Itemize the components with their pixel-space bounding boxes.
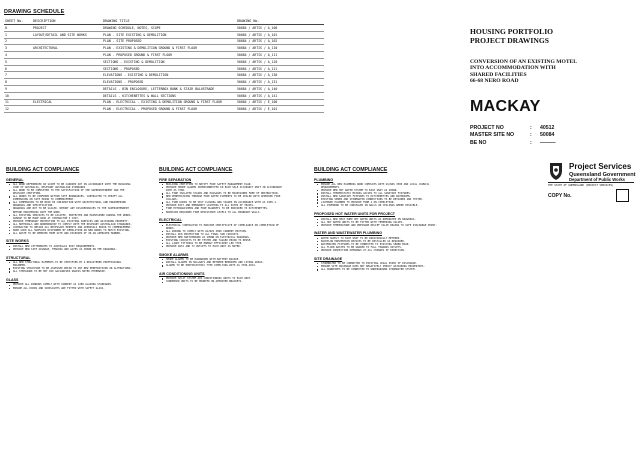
note-item: PROVIDE SMOKE ALARMS INTERCONNECTED IN EACH SOLE OCCUPANCY UNIT IN ACCORDANCE WITH AS 3786. [159, 186, 285, 192]
description-cell [32, 86, 102, 93]
schedule-body [4, 25, 324, 113]
drawing-title-cell: ELEVATIONS - PROPOSED [102, 79, 236, 86]
project-desc-1: CONVERSION OF AN EXISTING MOTEL [470, 58, 578, 65]
note-item: PROVIDE NEW HOT WATER SYSTEM TO EACH UNIT AS SHOWN. [314, 189, 440, 192]
note-item: PROVIDE SPLIT SYSTEM AIR CONDITIONING UNITS TO EACH UNIT. [159, 277, 285, 280]
drawing-no-cell: 50084 / ARTIS / A_120 [236, 58, 324, 65]
table-row [4, 45, 324, 52]
compliance-column-3 [314, 167, 440, 271]
section-heading: WATER AND WASTEWATER PLUMBING [314, 231, 383, 236]
note-item: BUILDING CERTIFIER TO NOTIFY FIRE SAFETY MANAGEMENT PLAN. [159, 183, 285, 186]
table-row [4, 79, 324, 86]
be-no-row: BE NO : ——— [470, 139, 556, 146]
note-item: BACKFLOW PREVENTION DEVICES TO BE INSTALLED AS REQUIRED. [314, 240, 440, 243]
sheet-no-cell: 8 [4, 79, 32, 86]
note-item: INSTALL NEW LETTERBOXES TO AUSTRALIA POST REQUIREMENTS. [6, 245, 132, 248]
note-item: EXISTING SEWER AND STORMWATER CONNECTIONS TO BE RETAINED AND TESTED. [314, 198, 440, 201]
master-site-row: MASTER SITE NO : 50084 [470, 132, 555, 139]
description-cell: PROJECT [32, 25, 102, 32]
note-item: EXISTING STRUCTURE TO BE ASSESSED PRIOR TO ANY NEW PENETRATIONS OR ALTERATIONS. [6, 267, 132, 270]
sheet-no-cell: 10 [4, 92, 32, 99]
sheet-no-cell: 12 [4, 106, 32, 113]
drawing-no-cell: 50084 / ARTIS / A_102 [236, 38, 324, 45]
note-item: ALL LIGHT FITTINGS TO BE ENERGY EFFICIENT LED TYPE. [159, 242, 285, 245]
drawing-title-cell: ELEVATIONS - EXISTING & DEMOLITION [102, 72, 236, 79]
note-item: ALL FIRE ISOLATED STAIRS AND PASSAGES TO BE MAINTAINED FREE OF OBSTRUCTION. [159, 192, 285, 195]
sheet-no-cell: 2 [4, 38, 32, 45]
drawing-title-cell: DRAWING SCHEDULE, NOTES, SCOPE [102, 25, 236, 32]
copy-label: COPY No. [548, 193, 572, 199]
table-row [4, 58, 324, 65]
description-cell [32, 72, 102, 79]
sheet-no-cell: 3 [4, 45, 32, 52]
note-item: ALL EXISTING SERVICES TO BE LOCATED, PROTECTED AND MAINTAINED DURING THE WORKS. DAMAGE TO BE MADE GOOD AT CONTRACTOR'S COST. [6, 214, 132, 220]
project-no-row: PROJECT NO : 40512 [470, 124, 555, 131]
title-block [470, 28, 630, 147]
note-item: INSTALL ALARMS IN HALLWAYS AND BETWEEN BEDROOMS AND LIVING AREAS. [159, 261, 285, 264]
drawing-title-cell: DETAILS - BIN ENCLOSURE, LETTERBOX BANK & STAIR BALUSTRADE [102, 86, 236, 93]
drawing-title-cell: PLAN - PROPOSED GROUND & FIRST FLOOR [102, 52, 236, 59]
drawing-no-cell: 50084 / ARTIS / A_111 [236, 52, 324, 59]
sheet-no-cell: 0 [4, 25, 32, 32]
drawing-title-cell: PLAN - EXISTING & DEMOLITION GROUND & FIRST FLOOR [102, 45, 236, 52]
note-item: ENSURE ALL NEW PLUMBING WORK COMPLIES WITH AS/NZS 3500 AND LOCAL COUNCIL REQUIREMENTS. [314, 183, 440, 189]
project-address: 66-68 NERO ROAD [470, 78, 519, 85]
drawing-no-cell: 50084 / ARTIS / A_141 [236, 92, 324, 99]
logo-line-3: Department of Public Works [569, 177, 625, 182]
note-item: SMOKE ALARMS TO BE HARDWIRED WITH BATTERY BACKUP. [159, 258, 285, 261]
drawing-schedule [4, 9, 334, 113]
note-item: PROVIDE ALL WINDOWS COMPLY WITH CURRENT AS 1288 GLAZING STANDARDS. [6, 283, 132, 286]
project-desc-2: INTO ACCOMMODATION WITH [470, 65, 556, 72]
note-item: CONDENSER UNITS TO BE MOUNTED ON APPROVED BRACKETS. [159, 280, 285, 283]
note-item: WASTEWATER FIXTURES TO BE CONNECTED TO EXISTING SEWER MAIN. [314, 243, 440, 246]
drawing-no-cell: 50084 / ARTIS / A_130 [236, 72, 324, 79]
note-item: ENSURE ALL DOORS AND SIDELIGHTS ARE FITTED WITH SAFETY GLASS. [6, 287, 132, 290]
sheet-no-cell: 11 [4, 99, 32, 106]
title-line-2: PROJECT DRAWINGS [470, 35, 549, 45]
note-item: ALL WORKS TO BE CONFINED WITHIN SITE BOUNDARIES. CONTRACTOR TO VERIFY ALL DIMENSIONS ON SITE PRIOR TO COMMENCEMENT. [6, 195, 132, 201]
note-item: ELECTRICAL CONTRACTOR TO PROVIDE CERTIFICATE OF COMPLIANCE ON COMPLETION OF WORKS. [159, 224, 285, 230]
drawing-title-cell: SECTIONS - PROPOSED [102, 65, 236, 72]
note-item: ALL HOT WATER UNITS TO BE FITTED WITH TEMPERING VALVES. [314, 221, 440, 224]
column-title: BUILDING ACT COMPLIANCE [6, 167, 80, 173]
note-item: PROVIDE DATA AND TV OUTLETS TO EACH UNIT AS NOTED. [159, 245, 285, 248]
note-item: CONTRACTOR TO OBTAIN ALL NECESSARY PERMITS AND APPROVALS PRIOR TO COMMENCEMENT. [6, 226, 132, 229]
column-title: BUILDING ACT COMPLIANCE [159, 167, 233, 173]
drawing-no-cell: 50084 / ARTIS / A_121 [236, 65, 324, 72]
note-item: LICENSED PLUMBER TO PROVIDE FORM 4 ON COMPLETION. [314, 201, 440, 204]
section-heading: GLASS [6, 277, 19, 282]
section-heading: GENERAL [6, 177, 24, 182]
note-item: ALL FLOOR WASTES TO BE GRADED TO FALL TOWARDS OUTLETS. [314, 246, 440, 249]
drawing-no-cell: 50084 / ARTIS / A_140 [236, 86, 324, 93]
note-item: INSTALL NEW SANITARY FIXTURES TO KITCHENETTES AND BATHROOMS. [314, 195, 440, 198]
description-cell [32, 92, 102, 99]
description-cell [32, 38, 102, 45]
section-heading: SITE WORKS [6, 239, 29, 244]
sheet-no-cell: 9 [4, 86, 32, 93]
drawing-no-cell: 50084 / ARTIS / A_110 [236, 45, 324, 52]
description-cell [32, 58, 102, 65]
description-cell [32, 106, 102, 113]
title-line-1: HOUSING PORTFOLIO [470, 27, 554, 36]
note-item: PROVIDE NEW SWITCHBOARD AS SHOWN ON ELECTRICAL DRAWINGS. [159, 236, 285, 239]
drawing-no-cell: 50084 / ARTIS / E_101 [236, 106, 324, 113]
be-no-value: ——— [540, 139, 556, 146]
header-drawing-title: DRAWING TITLE [102, 19, 236, 25]
table-row [4, 92, 324, 99]
drawing-title-cell: PLAN - ELECTRICAL - PROPOSED GROUND & FIRST FLOOR [102, 106, 236, 113]
drawing-schedule-title: DRAWING SCHEDULE [4, 9, 65, 15]
drawing-title-cell: PLAN - ELECTRICAL - EXISTING & DEMOLITION GROUND & FIRST FLOOR [102, 99, 236, 106]
note-item: ALL STEELWORK TO BE HOT DIP GALVANISED UNLESS NOTED OTHERWISE. [6, 270, 132, 273]
be-no-label: BE NO [470, 139, 487, 146]
project-numbers [470, 125, 630, 147]
note-item: ENSURE SITE DRAINAGE DOES NOT NEGATIVELY IMPACT ADJOINING PROPERTIES. [314, 265, 440, 268]
table-row [4, 86, 324, 93]
description-cell: ARCHITECTURAL [32, 45, 102, 52]
logo-line-1: Project Services [569, 162, 632, 171]
table-row [4, 38, 324, 45]
note-item: MAINTAIN REQUIRED FIRE RESISTANCE LEVELS TO ALL BOUNDARY WALLS. [159, 211, 285, 214]
note-item: FIRE EXTINGUISHERS AND FIRE BLANKETS TO BE PROVIDED TO KITCHENETTES. [159, 207, 285, 210]
note-item: MAKE GOOD ALL SURFACES DISTURBED BY DEMOLITION OR NEW WORKS TO MATCH EXISTING. [6, 229, 132, 232]
note-item: ALL WORK TO BE COMPLETED TO THE SATISFACTION OF THE SUPERINTENDENT AND THE RELEVANT CERTIFIER. [6, 189, 132, 195]
table-row [4, 52, 324, 59]
section-heading: SMOKE ALARMS [159, 252, 189, 257]
note-item: PROVIDE NEW SITE SIGNAGE, FENCING AND GATES AS SHOWN ON THE DRAWINGS. [6, 248, 132, 251]
sheet-no-cell: 1 [4, 31, 32, 38]
table-row [4, 72, 324, 79]
section-heading: STRUCTURAL [6, 255, 31, 260]
header-drawing-no: DRAWING No. [236, 19, 324, 25]
project-no-label: PROJECT NO [470, 124, 504, 131]
section-heading: SITE DRAINAGE [314, 256, 343, 261]
note-item: ALL WORK REFERENCED IN SCOPE TO BE CARRIED OUT IN ACCORDANCE WITH THE BUILDING CODE OF AUSTRALIA, RELEVANT AUSTRALIAN STANDARDS [6, 183, 132, 189]
note-item: INSTALL NEW HEAT PUMP HOT WATER UNITS AS NOMINATED ON DRAWINGS. [314, 218, 440, 221]
note-item: NEW PENETRATIONS THROUGH FIRE RATED ELEMENTS TO BE SEALED WITH APPROVED FIRE COLLARS. [159, 195, 285, 201]
section-heading: FIRE SEPARATION [159, 177, 192, 182]
sheet-no-cell: 7 [4, 72, 32, 79]
logo-line-2: Queensland Government [569, 172, 636, 178]
note-item: EXISTING CIRCUITS TO BE TESTED AND TAGGED PRIOR TO REUSE. [159, 239, 285, 242]
project-location: MACKAY [470, 97, 541, 115]
table-row [4, 25, 324, 32]
table-row [4, 65, 324, 72]
drawing-no-cell: 50084 / ARTIS / A_131 [236, 79, 324, 86]
column-title: BUILDING ACT COMPLIANCE [314, 167, 388, 173]
sheet-no-cell: 5 [4, 58, 32, 65]
drawing-title-cell: SECTIONS - EXISTING & DEMOLITION [102, 58, 236, 65]
table-row [4, 31, 324, 38]
table-row [4, 99, 324, 106]
sheet-no-cell: 6 [4, 65, 32, 72]
note-item: ALARMS TO BE PHOTOELECTRIC TYPE COMPLYING WITH AS 3786-2014. [159, 264, 285, 267]
note-item: PROVIDE INSPECTION OPENINGS AT ALL CHANGES OF DIRECTION. [314, 249, 440, 252]
header-sheet-no: SHEET No. [4, 19, 32, 25]
drawing-schedule-table [4, 19, 324, 113]
logo-divider [548, 182, 634, 183]
note-item: ALL WASTE TO BE REMOVED FROM SITE AND DISPOSED OF IN AN APPROVED MANNER. [6, 232, 132, 235]
project-desc-3: SHARED FACILITIES [470, 71, 527, 78]
master-site-value: 50084 [540, 132, 555, 139]
note-item: ALL DOWNPIPES TO BE CONNECTED TO UNDERGROUND STORMWATER SYSTEM. [314, 268, 440, 271]
note-item: STORMWATER TO BE CONNECTED TO EXISTING LEGAL POINT OF DISCHARGE. [314, 262, 440, 265]
note-item: ALL MATERIALS AND WORKMANSHIP TO COMPLY WITH THE RELEVANT AUSTRALIAN STANDARDS. [6, 223, 132, 226]
note-item: ALL PIPEWORK TO BE CONCEALED IN WALLS OR CEILINGS WHERE POSSIBLE. [314, 204, 440, 207]
sheet-no-cell: 4 [4, 52, 32, 59]
drawing-no-cell: 50084 / ARTIS / A_100 [236, 25, 324, 32]
compliance-column-2 [159, 167, 285, 283]
description-cell [32, 79, 102, 86]
note-item: INSTALL RCD PROTECTION TO ALL FINAL SUB CIRCUITS. [159, 233, 285, 236]
logo-footer: THE STATE OF QUEENSLAND (PROJECT SERVICES) [548, 184, 614, 187]
master-site-label: MASTER SITE NO [470, 132, 515, 139]
section-heading: PLUMBING [314, 177, 334, 182]
note-item: PROVIDE TEMPERATURE AND PRESSURE RELIEF VALVE DRAINS TO SAFE DISCHARGE POINT. [314, 224, 440, 227]
description-cell: ELECTRICAL [32, 99, 102, 106]
drawing-title-cell: PLAN - SITE EXISTING & DEMOLITION [102, 31, 236, 38]
drawing-no-cell: 50084 / ARTIS / A_101 [236, 31, 324, 38]
table-row [4, 106, 324, 113]
section-heading: AIR CONDITIONING UNITS [159, 271, 205, 276]
copy-number-box [616, 189, 629, 202]
description-cell [32, 65, 102, 72]
note-item: WATER SUPPLY TO EACH UNIT TO BE INDIVIDUALLY METERED. [314, 237, 440, 240]
note-item: ALL DIMENSIONS TO BE READ IN CONJUNCTION WITH ARCHITECTURAL AND ENGINEERING DRAWINGS AND SPECIFICATION. [6, 201, 132, 207]
note-item: PROVIDE TEMPORARY PROTECTION TO ALL EXISTING SURFACES AND ADJOINING PROPERTY. [6, 220, 132, 223]
section-heading: ELECTRICAL [159, 218, 182, 223]
copy-number [548, 193, 632, 199]
note-item: DRAWINGS ARE NOT TO BE SCALED. REPORT ANY DISCREPANCIES TO THE SUPERINTENDENT BEFORE PROCEEDING WITH THE WORK. [6, 207, 132, 213]
description-cell [32, 52, 102, 59]
project-no-value: 40512 [540, 124, 555, 131]
note-item: ALL NEW STRUCTURAL ELEMENTS TO BE CERTIFIED BY A REGISTERED PROFESSIONAL ENGINEER. [6, 261, 132, 267]
drawing-title-cell: PLAN - SITE PROPOSED [102, 38, 236, 45]
header-description: DESCRIPTION [32, 19, 102, 25]
queensland-crest-icon [548, 161, 564, 181]
note-item: PROVIDE EXIT AND EMERGENCY LIGHTING TO ALL PATHS OF TRAVEL. [159, 204, 285, 207]
compliance-column-1 [6, 167, 132, 290]
note-item: INSTALL THERMOSTATIC MIXING VALVES TO ALL SANITARY FIXTURES. [314, 192, 440, 195]
drawing-title-cell: DETAILS - KITCHENETTES & WALL SECTIONS [102, 92, 236, 99]
drawing-no-cell: 50084 / ARTIS / E_100 [236, 99, 324, 106]
note-item: ALL WIRING TO COMPLY WITH AS/NZS 3000 CURRENT EDITION. [159, 230, 285, 233]
description-cell: LAYOUT/DETAIL AND SITE WORKS [32, 31, 102, 38]
section-heading: PROPOSED HOT WATER UNITS FOR PROJECT [314, 211, 395, 216]
note-item: ALL FIRE DOORS TO BE SELF CLOSING AND TAGGED IN ACCORDANCE WITH AS 1905.1. [159, 201, 285, 204]
